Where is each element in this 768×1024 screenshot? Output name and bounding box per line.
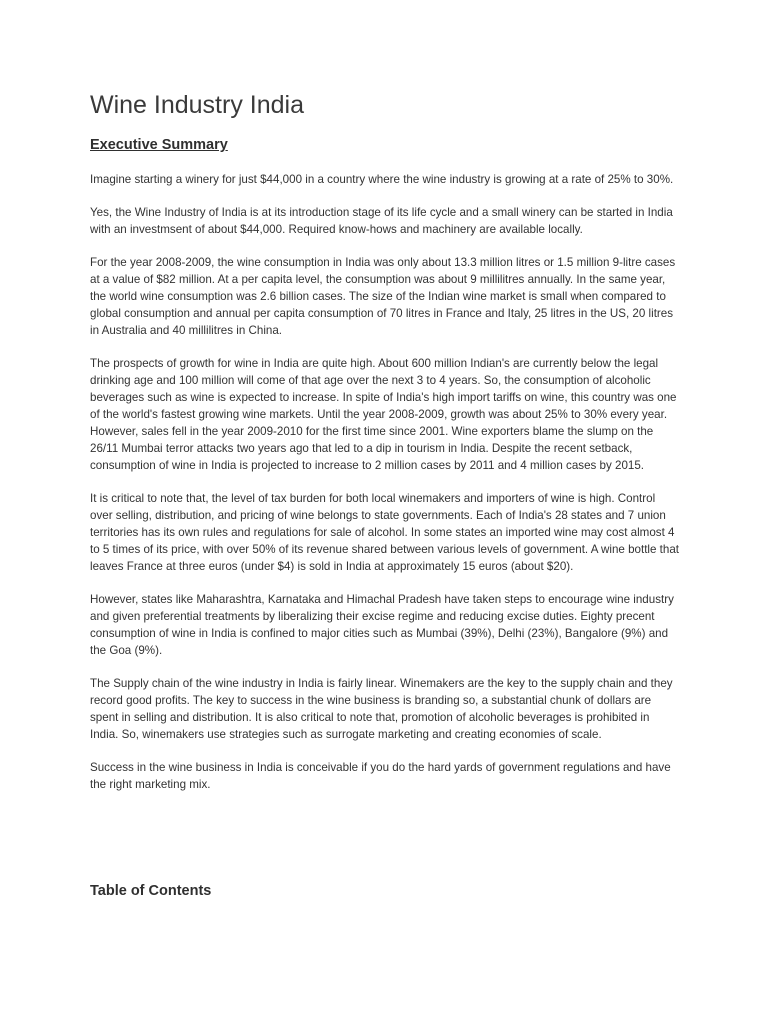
- summary-paragraph-8: Success in the wine business in India is conceivable if you do the hard yards of government regulations and have the right marketing mix.: [90, 761, 671, 791]
- executive-summary-body: [90, 171, 680, 809]
- table-of-contents-heading: Table of Contents: [90, 883, 212, 899]
- summary-paragraph-7: The Supply chain of the wine industry in India is fairly linear. Winemakers are the key to the supply chain and they record good profits. The key to success in the wine business is branding so, a substantial chunk of dollars are spent in selling and distribution. It is also critical to note that, promotion of alcoholic beverages is prohibited in India. So, winemakers use strategies such as surrogate marketing and creating economies of scale.: [90, 677, 673, 741]
- summary-paragraph-5: It is critical to note that, the level of tax burden for both local winemakers and importers of wine is high. Control over selling, distribution, and pricing of wine belongs to state governments. Each of India's 28 states and 7 union territories has its own rules and regulations for sale of alcohol. In some states an imported wine may cost almost 4 to 5 times of its price, with over 50% of its revenue shared between various levels of government. A wine bottle that leaves France at three euros (under $4) is sold in India at approximately 15 euros (about $20).: [90, 492, 680, 573]
- summary-paragraph-2: Yes, the Wine Industry of India is at its introduction stage of its life cycle and a small winery can be started in India with an investmsent of about $44,000. Required know-hows and machinery are available locally.: [90, 206, 673, 236]
- summary-paragraph-1: Imagine starting a winery for just $44,000 in a country where the wine industry is growing at a rate of 25% to 30%.: [90, 173, 674, 186]
- summary-paragraph-3: For the year 2008-2009, the wine consumption in India was only about 13.3 million litres or 1.5 million 9-litre cases at a value of $82 million. At a per capita level, the consumption was about 9 millilitres annually. In the same year, the world wine consumption was 2.6 billion cases. The size of the Indian wine market is small when compared to global consumption and annual per capita consumption of 70 litres in France and Italy, 25 litres in the US, 20 litres in Australia and 40 millilitres in China.: [90, 256, 676, 337]
- executive-summary-heading: Executive Summary: [90, 137, 228, 153]
- summary-paragraph-6: However, states like Maharashtra, Karnataka and Himachal Pradesh have taken steps to encourage wine industry and given preferential treatments by liberalizing their excise regime and reducing excise duties. Eighty precent consumption of wine in India is confined to major cities such as Mumbai (39%), Delhi (23%), Bangalore (9%) and the Goa (9%).: [90, 593, 674, 657]
- document-title: Wine Industry India: [90, 91, 304, 119]
- summary-paragraph-4: The prospects of growth for wine in India are quite high. About 600 million Indian's are currently below the legal drinking age and 100 million will come of that age over the next 3 to 4 years. So, the consumption of alcoholic beverages such as wine is expected to increase. In spite of India's high import tariffs on wine, this country was one of the world's fastest growing wine markets. Until the year 2008-2009, growth was about 25% to 30% every year. However, sales fell in the year 2009-2010 for the first time since 2001. Wine exporters blame the slump on the 26/11 Mumbai terror attacks two years ago that led to a dip in tourism in India. Despite the recent setback, consumption of wine in India is projected to increase to 2 million cases by 2011 and 4 million cases by 2015.: [90, 357, 677, 472]
